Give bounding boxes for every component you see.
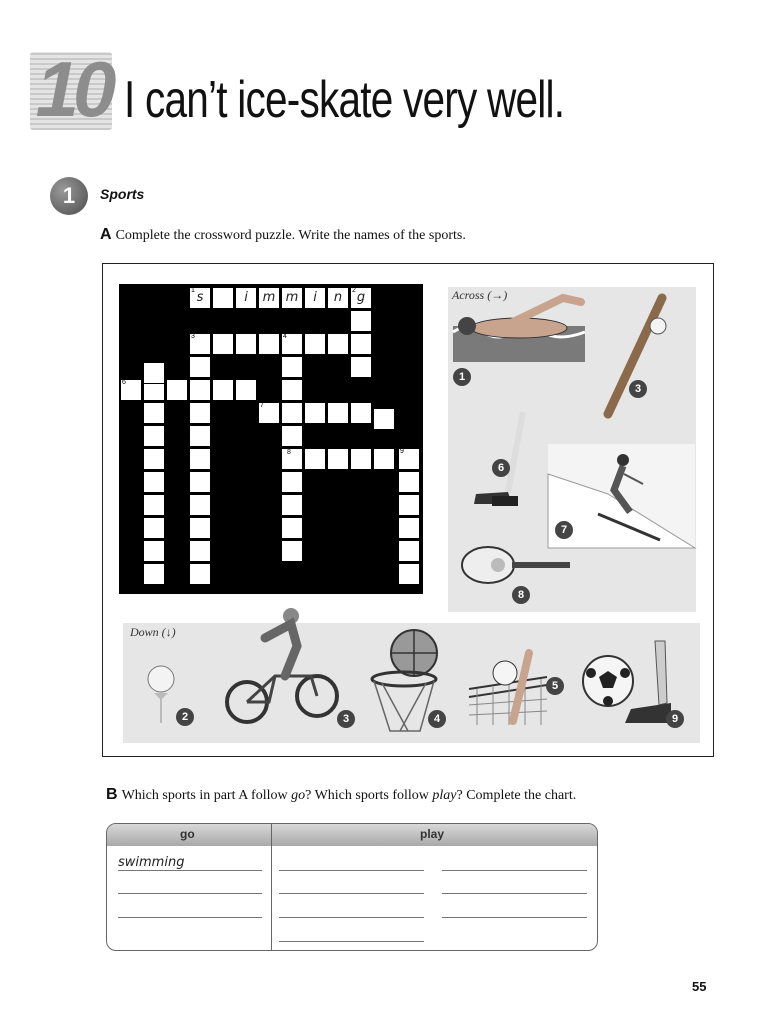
crossword-cell[interactable]: [189, 402, 211, 424]
crossword-cell[interactable]: m: [258, 287, 280, 309]
answer-line-play[interactable]: [442, 893, 587, 894]
clue-number-8: 8: [287, 449, 291, 456]
crossword-cell[interactable]: 1 s: [189, 287, 211, 309]
section-number-badge: 1: [50, 177, 88, 215]
crossword-cell[interactable]: [281, 356, 303, 378]
answer-line-play[interactable]: [442, 870, 587, 871]
crossword-cell[interactable]: [143, 402, 165, 424]
cyclist-illustration: [225, 606, 340, 728]
crossword-cell[interactable]: n: [327, 287, 349, 309]
answer-line-go[interactable]: [118, 917, 262, 918]
go-play-chart: [106, 823, 598, 951]
crossword-cell[interactable]: [373, 408, 395, 430]
tennis-racket-illustration: [460, 543, 572, 589]
crossword-cell[interactable]: [398, 540, 420, 562]
answer-line-play[interactable]: [279, 941, 424, 942]
crossword-cell[interactable]: [189, 448, 211, 470]
crossword-cell[interactable]: [398, 494, 420, 516]
crossword-cell[interactable]: [281, 540, 303, 562]
across-badge-7: 7: [555, 521, 573, 539]
answer-line-go[interactable]: [118, 893, 262, 894]
chart-header: [107, 824, 597, 846]
crossword-cell[interactable]: [212, 287, 234, 309]
crossword-cell[interactable]: [398, 471, 420, 493]
crossword-cell[interactable]: [304, 402, 326, 424]
chart-header-go: go: [180, 827, 195, 841]
chart-divider: [271, 824, 272, 950]
crossword-cell[interactable]: [350, 402, 372, 424]
crossword-cell[interactable]: 6: [120, 379, 142, 401]
across-badge-6: 6: [492, 459, 510, 477]
down-label: Down (↓): [130, 625, 176, 639]
unit-title: I can’t ice-skate very well.: [124, 71, 565, 129]
crossword-cell[interactable]: [281, 494, 303, 516]
crossword-cell[interactable]: [304, 333, 326, 355]
go-example-answer: swimming: [118, 855, 185, 870]
crossword-cell[interactable]: [212, 333, 234, 355]
crossword-cell[interactable]: [281, 402, 303, 424]
across-badge-8: 8: [512, 586, 530, 604]
crossword-cell[interactable]: [143, 540, 165, 562]
down-badge-9: 9: [666, 710, 684, 728]
swimmer-illustration: [453, 292, 585, 362]
answer-line-play[interactable]: [279, 893, 424, 894]
crossword-cell[interactable]: m: [281, 287, 303, 309]
crossword-cell[interactable]: [189, 425, 211, 447]
across-badge-1: 1: [453, 368, 471, 386]
crossword-cell[interactable]: [281, 471, 303, 493]
crossword-cell[interactable]: [327, 402, 349, 424]
crossword-cell[interactable]: [189, 563, 211, 585]
crossword-cell[interactable]: i: [304, 287, 326, 309]
crossword-cell[interactable]: [189, 356, 211, 378]
crossword-cell[interactable]: [258, 333, 280, 355]
across-label: Across (→): [452, 288, 508, 302]
answer-line-go[interactable]: [118, 870, 262, 871]
down-badge-4: 4: [428, 710, 446, 728]
crossword-cell[interactable]: [166, 379, 188, 401]
down-badge-3: 3: [337, 710, 355, 728]
crossword-cell[interactable]: [327, 333, 349, 355]
crossword-cell[interactable]: [327, 448, 349, 470]
crossword-cell[interactable]: [235, 333, 257, 355]
crossword-cell[interactable]: [189, 471, 211, 493]
crossword-cell[interactable]: [350, 310, 372, 332]
crossword-cell[interactable]: 4: [281, 333, 303, 355]
crossword-cell[interactable]: [350, 356, 372, 378]
section-title: Sports: [100, 186, 145, 202]
unit-number: 10: [35, 45, 111, 133]
part-a-instruction: [100, 226, 466, 244]
part-b-letter: B: [106, 786, 118, 803]
golf-ball-illustration: [146, 665, 176, 725]
crossword-cell[interactable]: i: [235, 287, 257, 309]
crossword-cell[interactable]: [281, 379, 303, 401]
page-number: 55: [692, 979, 707, 994]
part-a-letter: A: [100, 226, 112, 243]
down-badge-5: 5: [546, 677, 564, 695]
across-badge-3: 3: [629, 380, 647, 398]
answer-line-play[interactable]: [279, 917, 424, 918]
crossword-cell[interactable]: [143, 471, 165, 493]
crossword-cell[interactable]: [304, 448, 326, 470]
crossword-cell[interactable]: [143, 494, 165, 516]
crossword-cell[interactable]: [350, 448, 372, 470]
crossword-cell[interactable]: [281, 517, 303, 539]
baseball-bat-illustration: [600, 292, 675, 420]
soccer-illustration: [581, 637, 677, 729]
crossword-cell[interactable]: [281, 448, 303, 470]
crossword-cell[interactable]: 2 g: [350, 287, 372, 309]
crossword-cell[interactable]: [212, 379, 234, 401]
answer-line-play[interactable]: [442, 917, 587, 918]
crossword-cell[interactable]: [143, 448, 165, 470]
chart-header-play: play: [420, 827, 445, 841]
crossword-cell[interactable]: [398, 517, 420, 539]
crossword-cell[interactable]: [143, 425, 165, 447]
part-a-text: Complete the crossword puzzle. Write the names of the sports.: [115, 228, 466, 243]
down-badge-2: 2: [176, 708, 194, 726]
crossword-cell[interactable]: 3: [189, 333, 211, 355]
crossword-cell[interactable]: [189, 494, 211, 516]
crossword-cell[interactable]: [373, 448, 395, 470]
crossword-cell[interactable]: [143, 517, 165, 539]
crossword-cell[interactable]: [143, 362, 165, 384]
crossword-cell[interactable]: [189, 540, 211, 562]
part-b-instruction: B Which sports in part A follow go? Which sports follow play? Complete the chart.: [106, 786, 577, 803]
crossword-cell[interactable]: [350, 333, 372, 355]
crossword-cell[interactable]: [189, 379, 211, 401]
crossword-cell[interactable]: [398, 563, 420, 585]
crossword-cell[interactable]: [189, 517, 211, 539]
crossword-cell[interactable]: [235, 379, 257, 401]
crossword-cell[interactable]: 7: [258, 402, 280, 424]
crossword-cell[interactable]: 9: [398, 448, 420, 470]
crossword-cell[interactable]: [143, 563, 165, 585]
crossword-grid: [119, 284, 423, 594]
answer-line-play[interactable]: [279, 870, 424, 871]
crossword-cell[interactable]: [281, 425, 303, 447]
